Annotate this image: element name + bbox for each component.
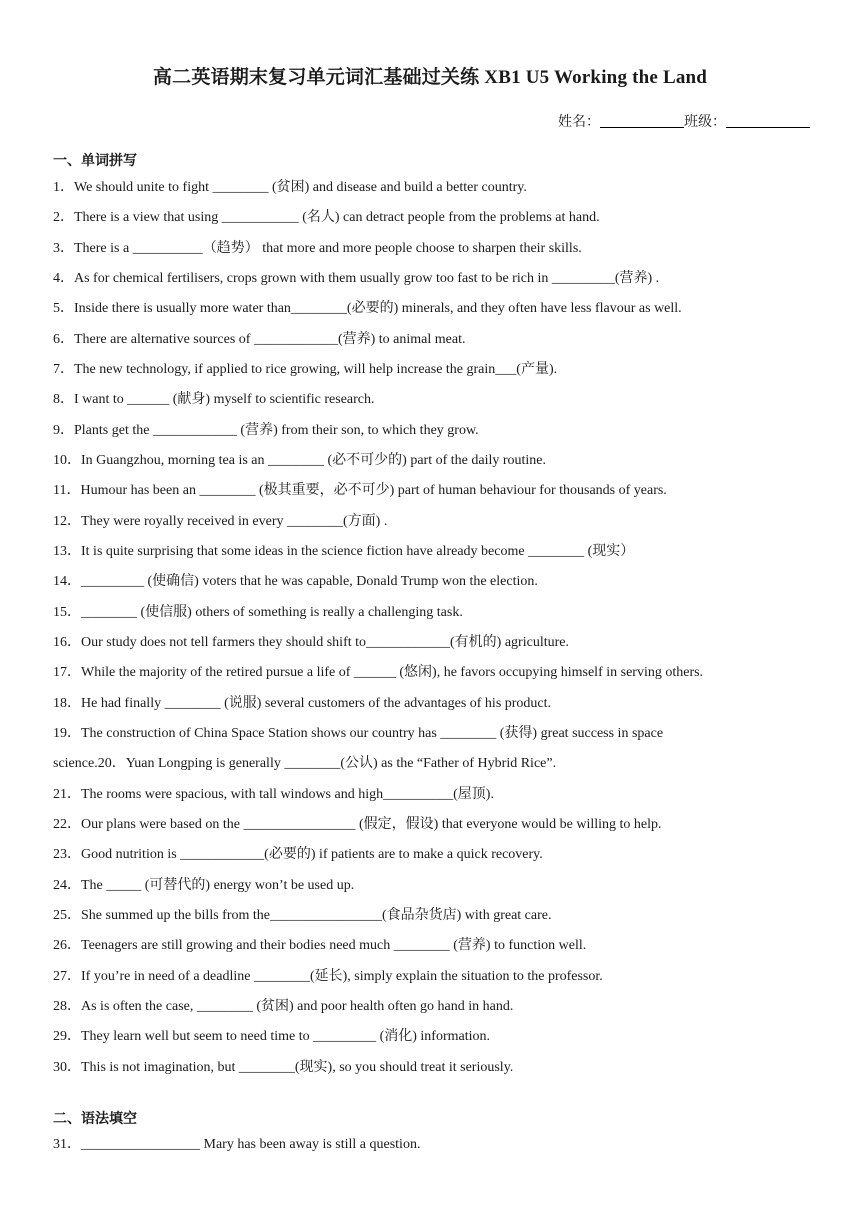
question-item: 22．Our plans were based on the ________________ (假定，假设) that everyone would be willing to help. bbox=[53, 817, 662, 832]
question-item: 18．He had finally ________ (说服) several customers of the advantages of his product. bbox=[53, 696, 552, 711]
question-item: 31．_________________ Mary has been away is still a question. bbox=[53, 1137, 421, 1152]
question-item: 21．The rooms were spacious, with tall windows and high__________(屋顶). bbox=[53, 787, 494, 802]
question-item: 30．This is not imagination, but ________(现实), so you should treat it seriously. bbox=[53, 1060, 514, 1075]
class-label: 班级： bbox=[684, 115, 726, 130]
section-heading-spelling: 一、单词拼写 bbox=[53, 153, 137, 169]
question-item: 5．Inside there is usually more water than________(必要的) minerals, and they often have less flavour as well. bbox=[53, 301, 682, 316]
question-item: 19．The construction of China Space Station shows our country has ________ (获得) great success in space bbox=[53, 726, 664, 741]
question-item: 24．The _____ (可替代的) energy won’t be used up. bbox=[53, 878, 355, 893]
question-item: 9．Plants get the ____________ (营养) from their son, to which they grow. bbox=[53, 423, 479, 438]
question-item: science.20．Yuan Longping is generally ________(公认) as the “Father of Hybrid Rice”. bbox=[53, 756, 557, 771]
question-item: 25．She summed up the bills from the________________(食品杂货店) with great care. bbox=[53, 908, 552, 923]
question-item: 13．It is quite surprising that some ideas in the science fiction have already become ________ (现实） bbox=[53, 544, 635, 559]
question-item: 11．Humour has been an ________ (极其重要，必不可少) part of human behaviour for thousands of years. bbox=[53, 483, 667, 498]
question-item: 28．As is often the case, ________ (贫困) and poor health often go hand in hand. bbox=[53, 999, 514, 1014]
question-item: 26．Teenagers are still growing and their bodies need much ________ (营养) to function well. bbox=[53, 938, 587, 953]
question-item: 16．Our study does not tell farmers they should shift to____________(有机的) agriculture. bbox=[53, 635, 569, 650]
question-item: 14．_________ (使确信) voters that he was capable, Donald Trump won the election. bbox=[53, 574, 538, 589]
question-item: 27．If you’re in need of a deadline ________(延长), simply explain the situation to the professor. bbox=[53, 969, 603, 984]
question-item: 3．There is a __________（趋势） that more and more people choose to sharpen their skills. bbox=[53, 241, 582, 256]
question-item: 4．As for chemical fertilisers, crops grown with them usually grow too fast to be rich in _________(营养) . bbox=[53, 271, 660, 286]
question-item: 8．I want to ______ (献身) myself to scientific research. bbox=[53, 392, 375, 407]
question-item: 6．There are alternative sources of ____________(营养) to animal meat. bbox=[53, 332, 466, 347]
class-blank bbox=[726, 113, 810, 128]
question-item: 1．We should unite to fight ________ (贫困) and disease and build a better country. bbox=[53, 180, 527, 195]
question-item: 23．Good nutrition is ____________(必要的) if patients are to make a quick recovery. bbox=[53, 847, 543, 862]
section-heading-grammar: 二、语法填空 bbox=[53, 1111, 137, 1127]
question-item: 29．They learn well but seem to need time to _________ (消化) information. bbox=[53, 1029, 491, 1044]
question-item: 12．They were royally received in every ________(方面) . bbox=[53, 514, 388, 529]
question-item: 15．________ (使信服) others of something is really a challenging task. bbox=[53, 605, 463, 620]
question-item: 7．The new technology, if applied to rice growing, will help increase the grain___(产量). bbox=[53, 362, 558, 377]
name-label: 姓名： bbox=[558, 115, 600, 130]
question-item: 10．In Guangzhou, morning tea is an ________ (必不可少的) part of the daily routine. bbox=[53, 453, 547, 468]
page-title: 高二英语期末复习单元词汇基础过关练 XB1 U5 Working the Land bbox=[152, 67, 708, 88]
name-blank bbox=[600, 113, 684, 128]
question-item: 17．While the majority of the retired pursue a life of ______ (悠闲), he favors occupying himself in serving others. bbox=[53, 665, 704, 680]
question-item: 2．There is a view that using ___________ (名人) can detract people from the problems at hand. bbox=[53, 210, 600, 225]
student-info bbox=[558, 111, 810, 131]
